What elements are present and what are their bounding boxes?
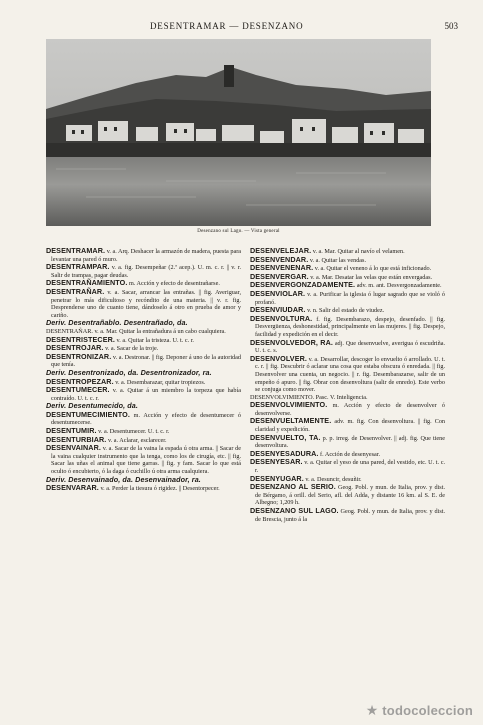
entry-headword: DESENVOLVIMIENTO.	[250, 400, 328, 410]
dictionary-entry	[46, 288, 241, 319]
page-number: 503	[444, 21, 458, 31]
page-header	[0, 21, 483, 35]
entry-definition: Geog. Pobl. y mun. de Italia, prov. y dist. de Bérgamo, á orill. del Serio, afl. del Adda, y distante 16 km. al S. E. de Albegno; 1,209 h.	[255, 484, 445, 507]
dictionary-entry	[250, 507, 445, 523]
entry-definition: v. a. Mar. Quitar al navío el velamen.	[312, 248, 405, 255]
entry-definition: v. a. Aclarar, esclarecer.	[107, 436, 167, 444]
entry-headword: DESENVOLVEDOR, RA.	[250, 337, 333, 347]
entry-definition: f. fig. Desembarazo, despejo, desenfado. || fig. Desvergüenza, deshonestidad, principalmente en las mujeres. || fig. Despejo, facilidad y expedición en el decir.	[255, 315, 445, 338]
entry-headword: DESENTRAMPAR.	[46, 262, 110, 272]
entry-headword: DESENVELEJAR.	[250, 247, 312, 255]
dictionary-entry	[46, 484, 241, 493]
entry-headword: DESENYESADURA.	[250, 448, 319, 458]
dictionary-entry	[46, 411, 241, 427]
entry-definition: v. a. Sacar de la troje.	[105, 345, 159, 353]
entry-headword: DESENVIOLAR.	[250, 288, 306, 298]
entry-headword: DESENVUELTAMENTE.	[250, 416, 332, 426]
entry-headword: DESENVOLVER.	[250, 353, 307, 363]
entry-definition: v. a. Destronar. || fig. Deponer á uno de la autoridad que tenía.	[51, 353, 241, 369]
dictionary-entry	[46, 247, 241, 263]
right-column	[250, 247, 445, 710]
dictionary-entry	[46, 444, 241, 475]
entry-definition: DESENTRAÑAR. v. a. Mar. Quitar la entrañadura á un cabo cualquiera.	[46, 327, 226, 335]
entry-definition: adv. m. fig. Con desenvoltura. || fig. Con claridad y expedición.	[255, 418, 445, 434]
entry-definition: m. Acción y efecto de desentumecer ó desentumecerse.	[51, 411, 241, 427]
entry-headword: DESENVAINAR.	[46, 443, 101, 453]
entry-definition: v. a. Perder la tiesura ó rigidez. || Desentorpecer.	[100, 485, 220, 493]
entry-headword: DESENTRONIZAR.	[46, 351, 112, 361]
entry-headword: DESENVUELTO, TA.	[250, 432, 321, 442]
entry-definition: v. a. Desuncir, desuñir.	[305, 475, 362, 483]
dictionary-entry	[250, 483, 445, 507]
entry-definition: v. a. Sacar, arrancar las entrañas. || fig. Averiguar, penetrar lo más dificultoso y recóndito de una materia. || v. r. fig. Desprenderse uno de cuanto tiene, dándoselo á otro en prueba de amor y cariño.	[51, 288, 241, 319]
entry-definition: p. p. irreg. de Desenvolver. || adj. fig. Que tiene desenvoltura.	[255, 434, 445, 450]
entry-headword: DESENZANO SUL LAGO.	[250, 506, 339, 515]
entry-headword: DESENTRAÑAMIENTO.	[46, 278, 128, 288]
entry-headword: DESENVERGONZADAMENTE.	[250, 280, 356, 290]
dictionary-entry	[250, 434, 445, 450]
entry-headword: DESENVENDAR.	[250, 254, 309, 264]
entry-definition: m. Acción y efecto de desentrañarse.	[128, 280, 220, 288]
entry-headword: Deriv. Desentronizado, da. Desentronizador, ra.	[46, 367, 212, 377]
entry-headword: DESENVERGAR.	[250, 271, 309, 281]
entry-definition: v. a. Purificar la iglesia ó lugar sagrado que se violó ó profanó.	[255, 290, 445, 306]
lake-town-photograph	[46, 39, 431, 226]
entry-headword: DESENTROJAR.	[46, 343, 104, 353]
entry-definition: v. a. Desentumecer. U. t. c. r.	[98, 428, 170, 436]
entry-headword: DESENTRAÑAR.	[46, 286, 105, 296]
entry-definition: adj. Que desenvuelve, averigua ó escudriña. U. t. c. s.	[255, 339, 445, 355]
photo-caption: Desenzano sul Lago. — Vista general	[197, 229, 280, 234]
entry-headword: DESENVOLTURA.	[250, 313, 313, 323]
dictionary-entry	[250, 355, 445, 394]
entry-definition: v. a. Mar. Desatar las velas que están envergadas.	[310, 273, 433, 281]
dictionary-entry	[250, 315, 445, 339]
entry-headword: DESENTUMECER.	[46, 385, 110, 395]
entry-headword: Deriv. Desentrañablo. Desentrañado, da.	[46, 318, 188, 328]
entry-headword: DESENVIUDAR.	[250, 305, 306, 315]
watermark	[366, 702, 473, 719]
entry-headword: DESENYUGAR.	[250, 473, 304, 483]
entry-headword: Deriv. Desentumecido, da.	[46, 401, 138, 411]
entry-definition: DESENVOLVIMIENTO. Pasc. V. Inteligencia.	[250, 393, 368, 401]
entry-definition: v. a. Sacar de la vaina la espada ú otra arma. || Sacar de la vaina cualquier instrumento que la tenga, como los de cirugía, etc. || fig. Sacar las uñas el animal que tiene garras. || fig. y fam. Sacar lo que está oculto ó encubierto, ó la daga ó cuchillo ú otra arma cualquiera.	[51, 445, 241, 476]
entry-definition: adv. m. ant. Desvergonzadamente.	[356, 282, 442, 290]
star-icon: ★	[365, 702, 379, 718]
entry-headword: DESENTURBIAR.	[46, 434, 107, 444]
dictionary-entry	[250, 401, 445, 417]
running-title: DESENTRAMAR — DESENZANO	[150, 21, 304, 31]
entry-headword: Deriv. Desenvainado, da. Desenvainador, ra.	[46, 474, 201, 484]
left-column	[46, 247, 241, 710]
entry-definition: v. a. Quitar el veneno á lo que está inficionado.	[314, 265, 432, 273]
dictionary-entry	[250, 458, 445, 474]
entry-headword: DESENVENENAR.	[250, 263, 314, 273]
entry-definition: v. a. Quitar el yeso de una pared, del vestido, etc. U. t. c. r.	[255, 459, 445, 475]
entry-definition: f. Acción de desenyesar.	[320, 450, 381, 458]
entry-definition: m. Acción y efecto de desenvolver ó desenvolverse.	[255, 402, 445, 417]
entry-headword: DESENTRISTECER.	[46, 334, 115, 344]
entry-definition: v. a. Arq. Deshacer la armazón de madera, puesta para levantar una pared ó muro.	[51, 248, 241, 263]
entry-definition: v. a. Quitar á un miembro la torpeza que había contraído. U. t. c. r.	[51, 387, 241, 402]
dictionary-entry	[250, 290, 445, 306]
entry-headword: DESENTRAMAR.	[46, 247, 106, 255]
entry-headword: DESENTUMIR.	[46, 426, 97, 436]
watermark-text: todocoleccion	[382, 703, 473, 718]
entry-headword: DESENYESAR.	[250, 457, 303, 467]
dictionary-entry	[250, 417, 445, 433]
entry-headword: DESENTROPEZAR.	[46, 376, 114, 386]
entry-headword: DESENTUMECIMIENTO.	[46, 409, 130, 419]
dictionary-entry	[46, 319, 241, 328]
entry-definition: Geog. Pobl. y mun. de Italia, prov. y dist. de Brescia, junto á la	[255, 508, 445, 523]
entry-definition: v. a. Desembarazar, quitar tropiezos.	[115, 378, 206, 386]
entry-definition: v. a. Quitar la tristeza. U. t. c. r.	[116, 336, 194, 344]
photo-illustration	[46, 39, 431, 226]
dictionary-entry	[46, 353, 241, 369]
entry-definition: v. a. Quitar las vendas.	[309, 256, 366, 264]
entry-headword: DESENVARAR.	[46, 483, 99, 493]
dictionary-entry	[250, 339, 445, 355]
dictionary-entry	[46, 386, 241, 402]
entry-definition: v. a. Desarrollar, descoger lo envuelto ó arrollado. U. t. c. r. || fig. Descubrir ó aclarar una cosa que estaba obscura ó enredada. || fig. Desenvolver una cuenta, un negocio. || r. fig. Desembarazarse, salir de un empeño ó apuro. || fig. Obrar con desenvoltura (salir de enredo). Este verbo se conjuga como mover.	[255, 355, 445, 394]
entry-definition: v. n. Salir del estado de viudez.	[307, 307, 385, 315]
entry-headword: DESENZANO AL SERIO.	[250, 482, 336, 492]
dictionary-entry	[46, 263, 241, 279]
entry-definition: v. a. fig. Desempeñar (2.ª acep.). U. m. c. r. || v. r. Salir de trampas, pagar deudas.	[51, 264, 241, 279]
